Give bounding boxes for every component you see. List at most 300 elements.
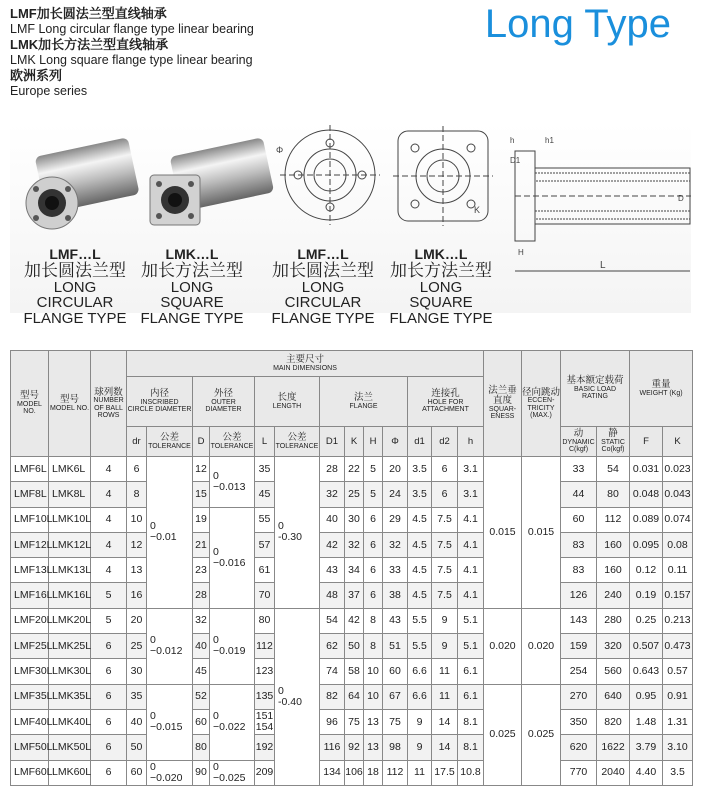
cell: 22 <box>345 457 364 482</box>
cell: 6 <box>91 634 127 659</box>
th-en: MAIN DIMENSIONS <box>273 364 337 372</box>
cell: 151 154 <box>255 710 274 734</box>
tol-upper: 0 <box>278 684 284 697</box>
cell: LMF30L <box>11 659 49 684</box>
cell: 270 <box>561 684 597 709</box>
cell: 14 <box>432 735 458 760</box>
cell: 0.473 <box>663 634 693 659</box>
cell: 32 <box>193 608 210 633</box>
th-en: SQUAR- ENESS <box>488 406 517 421</box>
cell: 8.1 <box>458 709 484 734</box>
th-static <box>597 427 630 457</box>
cell: 4.1 <box>458 532 484 557</box>
cell: 143 <box>561 608 597 633</box>
th-en: TOLERANCE <box>210 442 254 450</box>
tol-lower: −0.025 <box>213 771 246 784</box>
cell: 3.5 <box>408 482 432 507</box>
cell: 51 <box>383 634 408 659</box>
cell: 44 <box>561 482 597 507</box>
th-D1: D1 <box>320 427 345 457</box>
cell: 45 <box>255 482 275 507</box>
series-zh: 欧洲系列 <box>10 68 63 84</box>
cell: 0.074 <box>663 507 693 532</box>
cell: 32 <box>383 532 408 557</box>
cell: LMK8L <box>49 482 91 507</box>
th-en: WEIGHT (Kg) <box>639 389 683 397</box>
cell: 6 <box>432 482 458 507</box>
table-row <box>11 532 693 557</box>
cell: 10 <box>364 684 383 709</box>
cell: 6.6 <box>408 684 432 709</box>
cell: 57 <box>255 532 275 557</box>
spec-table <box>10 350 693 786</box>
th-zh: 重量 <box>651 378 671 390</box>
caption-model: LMK…L <box>414 246 468 262</box>
cell: 0.031 <box>630 457 663 482</box>
cell: 8 <box>364 608 383 633</box>
cell: 15 <box>193 482 210 507</box>
cell: 8 <box>127 482 147 507</box>
series-en: Europe series <box>10 84 88 99</box>
cell: 5.1 <box>458 608 484 633</box>
cell: 116 <box>320 735 345 760</box>
cell: 280 <box>597 608 630 633</box>
tol-outer-dia <box>210 507 255 608</box>
table-row <box>11 583 693 608</box>
th-zh: 法兰垂直度 <box>488 385 517 407</box>
cell: 43 <box>320 558 345 583</box>
th-squareness <box>484 351 522 457</box>
cell: 0.507 <box>630 634 663 659</box>
cell: 0.643 <box>630 659 663 684</box>
caption-zh: 加长方法兰型 <box>141 260 243 280</box>
tol-upper: 0.020 <box>527 639 555 652</box>
cell: 0.12 <box>630 558 663 583</box>
cell: 134 <box>320 760 345 785</box>
cell: 6 <box>91 760 127 785</box>
tol-lower: −0.020 <box>150 771 183 784</box>
tol-upper: 0.025 <box>489 728 516 741</box>
cell: 5 <box>364 482 383 507</box>
l-label: L <box>600 260 606 271</box>
caption-en2: FLANGE TYPE <box>140 310 244 328</box>
cell: 1.31 <box>663 709 693 734</box>
th-tol-od <box>210 427 255 457</box>
th-zh: 连接孔 <box>431 388 460 400</box>
tol-outer-dia <box>210 684 255 760</box>
cell: 58 <box>345 659 364 684</box>
th-zh: 公差 <box>287 431 307 443</box>
cell: 0.095 <box>630 532 663 557</box>
cell: 10.8 <box>458 760 484 785</box>
cell: 48 <box>320 583 345 608</box>
th-dynamic <box>561 427 597 457</box>
th-zh: 法兰 <box>353 391 373 403</box>
cell: 37 <box>345 583 364 608</box>
cell: 0.25 <box>630 608 663 633</box>
cell: 3.1 <box>458 482 484 507</box>
cell: 123 <box>255 659 275 684</box>
caption-model: LMK…L <box>165 246 219 262</box>
cell: 5.5 <box>408 608 432 633</box>
cell: LMK13L <box>49 558 91 583</box>
cell: 7.5 <box>432 558 458 583</box>
cell: 16 <box>127 583 147 608</box>
tol-lower: −0.016 <box>213 556 246 569</box>
cell: 0.11 <box>663 558 693 583</box>
cell: LMK25L <box>49 634 91 659</box>
cell: 25 <box>127 634 147 659</box>
caption-en1: LONG SQUARE <box>409 278 473 312</box>
tol-inner-dia <box>147 608 193 684</box>
th-zh: 基本额定载荷 <box>566 375 624 387</box>
table-row <box>11 608 693 633</box>
cell: 160 <box>597 558 630 583</box>
squareness-value <box>484 457 522 609</box>
cell: 34 <box>345 558 364 583</box>
cell: 13 <box>364 709 383 734</box>
caption-model: LMF…L <box>49 246 101 262</box>
cell: 4.1 <box>458 583 484 608</box>
th-weight-f: F <box>630 427 663 457</box>
cell: 32 <box>320 482 345 507</box>
cell: 0.19 <box>630 583 663 608</box>
th-en: FLANGE <box>349 402 378 410</box>
th-flange <box>320 377 408 427</box>
th-en: MODEL NO. <box>49 404 90 412</box>
table-row <box>11 709 693 734</box>
cell: 98 <box>383 735 408 760</box>
cell: 24 <box>383 482 408 507</box>
cell: 770 <box>561 760 597 785</box>
tol-lower: -0.30 <box>278 531 302 544</box>
cell: 4 <box>91 558 127 583</box>
th-zh: 动 <box>573 428 584 440</box>
cell: 6.6 <box>408 659 432 684</box>
caption-lmf-2 <box>266 247 380 327</box>
th-hole <box>408 377 484 427</box>
title-lmf-en: LMF Long circular flange type linear bearing <box>10 21 254 36</box>
cell: LMF12L <box>11 532 49 557</box>
cell: 1622 <box>597 735 630 760</box>
cell: 320 <box>597 634 630 659</box>
cell: 192 <box>255 735 275 760</box>
cell: LMF50L <box>11 735 49 760</box>
lmk-photo <box>150 137 274 225</box>
cell: 0.157 <box>663 583 693 608</box>
cell: 30 <box>127 659 147 684</box>
cell: LMF13L <box>11 558 49 583</box>
title-lmk-zh: LMK加长方法兰型直线轴承 <box>10 37 169 53</box>
cell: 29 <box>383 507 408 532</box>
th-tol-id <box>147 427 193 457</box>
tol-inner-dia <box>147 760 193 785</box>
cell: 54 <box>597 457 630 482</box>
cell: LMK40L <box>49 709 91 734</box>
squareness-value <box>484 608 522 684</box>
squareness-value <box>484 684 522 785</box>
th-en: TOLERANCE <box>275 442 319 450</box>
cell: 11 <box>408 760 432 785</box>
cell: 5 <box>91 608 127 633</box>
caption-en2: FLANGE TYPE <box>23 310 127 328</box>
cell: 28 <box>320 457 345 482</box>
cell: 17.5 <box>432 760 458 785</box>
cell: 11 <box>432 659 458 684</box>
tol-upper: 0 <box>150 710 156 723</box>
tol-outer-dia <box>210 608 255 684</box>
th-model-lmk <box>49 351 91 457</box>
cell: 74 <box>320 659 345 684</box>
th-eccentricity <box>522 351 561 457</box>
tol-lower: −0.01 <box>150 531 177 544</box>
cell: 0.95 <box>630 684 663 709</box>
k-label: K <box>474 205 481 215</box>
cell: 18 <box>364 760 383 785</box>
cell: LMF10L <box>11 507 49 532</box>
cell: 7.5 <box>432 583 458 608</box>
cell: 23 <box>193 558 210 583</box>
th-zh: 静 <box>608 428 618 440</box>
cell: 6 <box>91 659 127 684</box>
th-en: OUTER DIAMETER <box>205 399 242 414</box>
cell: 6 <box>364 507 383 532</box>
th-phi: Φ <box>383 427 408 457</box>
cell: 5.5 <box>408 634 432 659</box>
cell: 83 <box>561 558 597 583</box>
tol-lower: −0.022 <box>213 721 246 734</box>
d1-label: D1 <box>510 156 521 165</box>
cell: 67 <box>383 684 408 709</box>
cell: 20 <box>127 608 147 633</box>
tol-upper: 0 <box>213 760 219 773</box>
cell: 112 <box>597 507 630 532</box>
cell: 64 <box>345 684 364 709</box>
table-row <box>11 760 693 785</box>
cell: 3.1 <box>458 457 484 482</box>
caption-lmk-1 <box>137 247 247 327</box>
tol-length <box>275 457 320 609</box>
cell: 32 <box>345 532 364 557</box>
cell: 0.043 <box>663 482 693 507</box>
caption-model: LMF…L <box>297 246 349 262</box>
cell: LMK20L <box>49 608 91 633</box>
cell: 4 <box>91 507 127 532</box>
th-d2: d2 <box>432 427 458 457</box>
cell: 0.048 <box>630 482 663 507</box>
cell: 13 <box>364 735 383 760</box>
tol-lower: −0.019 <box>213 645 246 658</box>
cell: 6 <box>91 709 127 734</box>
cell: 9 <box>432 608 458 633</box>
th-basic-load <box>561 351 630 427</box>
cell: 10 <box>127 507 147 532</box>
cell: 75 <box>383 709 408 734</box>
cell: 62 <box>320 634 345 659</box>
th-en: INSCRIBED CIRCLE DIAMETER <box>127 399 192 414</box>
cell: 6 <box>91 684 127 709</box>
cell: 4 <box>91 532 127 557</box>
th-zh: 径向跳动 <box>522 386 561 398</box>
cell: LMF8L <box>11 482 49 507</box>
th-zh: 外径 <box>213 388 233 400</box>
cell: 5.1 <box>458 634 484 659</box>
th-main-dim <box>127 351 484 377</box>
caption-en2: FLANGE TYPE <box>389 310 493 328</box>
cell: 5 <box>91 583 127 608</box>
tol-upper: 0 <box>213 634 219 647</box>
cell: 3.79 <box>630 735 663 760</box>
th-zh: 内径 <box>149 388 169 400</box>
tol-upper: 0.015 <box>527 525 555 538</box>
cell: 33 <box>561 457 597 482</box>
cell: 40 <box>127 709 147 734</box>
cell: 50 <box>127 735 147 760</box>
tol-upper: 0.015 <box>489 525 516 538</box>
h1-label: h1 <box>545 136 554 145</box>
cell: 21 <box>193 532 210 557</box>
eccentricity-value <box>522 608 561 684</box>
cell: LMF35L <box>11 684 49 709</box>
cell: 112 <box>255 634 275 659</box>
th-zh: 球列数 <box>94 386 123 398</box>
cell: 4.5 <box>408 507 432 532</box>
D-label: D <box>678 194 684 203</box>
cell: LMK30L <box>49 659 91 684</box>
tol-upper: 0.020 <box>489 639 516 652</box>
cell: 25 <box>345 482 364 507</box>
th-en: DYNAMIC C(kgf) <box>562 439 595 454</box>
th-en: HOLE FOR ATTACHMENT <box>422 399 469 414</box>
tol-lower: −0.015 <box>150 721 183 734</box>
cell: 106 <box>345 760 364 785</box>
section-drawing <box>510 136 691 271</box>
cell: 620 <box>561 735 597 760</box>
cell: 60 <box>561 507 597 532</box>
cell: 0.023 <box>663 457 693 482</box>
cell: 12 <box>193 457 210 482</box>
cell: 13 <box>127 558 147 583</box>
cell: 80 <box>255 608 275 633</box>
th-en: LENGTH <box>272 402 302 410</box>
th-zh: 型号 <box>59 393 79 405</box>
tol-lower: −0.013 <box>213 480 246 493</box>
cell: 12 <box>127 532 147 557</box>
cell: 254 <box>561 659 597 684</box>
cell: 4.40 <box>630 760 663 785</box>
cell: 43 <box>383 608 408 633</box>
cell: 0.08 <box>663 532 693 557</box>
cell: 75 <box>345 709 364 734</box>
tol-upper: 0 <box>150 760 156 773</box>
round-flange-drawing <box>276 125 380 225</box>
th-zh: 公差 <box>222 431 242 443</box>
cell: 42 <box>345 608 364 633</box>
cell: 35 <box>127 684 147 709</box>
cell: 35 <box>255 457 275 482</box>
cell: LMF6L <box>11 457 49 482</box>
caption-zh: 加长圆法兰型 <box>24 260 126 280</box>
table-row <box>11 482 693 507</box>
tol-outer-dia <box>210 760 255 785</box>
title-lmk-en: LMK Long square flange type linear bearing <box>10 52 253 67</box>
tol-upper: 0 <box>150 520 156 533</box>
cell: 7.5 <box>432 532 458 557</box>
cell: 96 <box>320 709 345 734</box>
cell: 4.1 <box>458 507 484 532</box>
cell: 3.5 <box>663 760 693 785</box>
cell: 11 <box>432 684 458 709</box>
cell: LMK10L <box>49 507 91 532</box>
caption-en2: FLANGE TYPE <box>271 310 375 328</box>
cell: LMK16L <box>49 583 91 608</box>
cell: 5 <box>364 457 383 482</box>
cell: 6 <box>364 558 383 583</box>
cell: 159 <box>561 634 597 659</box>
tol-upper: 0 <box>278 520 284 533</box>
th-dr: dr <box>127 427 147 457</box>
cell: 4 <box>91 482 127 507</box>
cell: 52 <box>193 684 210 709</box>
cell: 30 <box>345 507 364 532</box>
cell: 640 <box>597 684 630 709</box>
title-lmf-zh: LMF加长圆法兰型直线轴承 <box>10 6 167 21</box>
cell: 33 <box>383 558 408 583</box>
cell: 560 <box>597 659 630 684</box>
cell: 0.213 <box>663 608 693 633</box>
th-en: BASIC LOAD RATING <box>574 386 617 401</box>
cell: 350 <box>561 709 597 734</box>
tol-inner-dia <box>147 684 193 760</box>
cell: 240 <box>597 583 630 608</box>
th-model-lmf <box>11 351 49 457</box>
th-length <box>255 377 320 427</box>
tol-lower: −0.012 <box>150 645 183 658</box>
tol-upper: 0.025 <box>527 728 555 741</box>
cell: 0.91 <box>663 684 693 709</box>
th-zh: 长度 <box>277 391 297 403</box>
cell: LMF40L <box>11 709 49 734</box>
table-row <box>11 457 693 482</box>
tol-length <box>275 608 320 785</box>
cell: LMF25L <box>11 634 49 659</box>
cell: LMK12L <box>49 532 91 557</box>
cell: LMK6L <box>49 457 91 482</box>
th-L: L <box>255 427 275 457</box>
cell: 209 <box>255 760 275 785</box>
cell: 6.1 <box>458 659 484 684</box>
th-outer-dia <box>193 377 255 427</box>
cell: 135 <box>255 684 275 709</box>
header-block <box>10 6 254 99</box>
cell: 2040 <box>597 760 630 785</box>
tol-upper: 0 <box>150 634 156 647</box>
eccentricity-value <box>522 684 561 785</box>
cell: 0.089 <box>630 507 663 532</box>
cell: 50 <box>345 634 364 659</box>
cell: LMF16L <box>11 583 49 608</box>
th-en: TOLERANCE <box>148 442 191 450</box>
th-zh: 公差 <box>159 431 179 443</box>
tol-inner-dia <box>147 457 193 609</box>
cell: 54 <box>320 608 345 633</box>
cell: 6 <box>432 457 458 482</box>
cell: 4.5 <box>408 532 432 557</box>
cell: 82 <box>320 684 345 709</box>
th-weight <box>630 351 693 427</box>
caption-lmk-2 <box>386 247 496 327</box>
th-zh: 型号 <box>19 390 39 402</box>
